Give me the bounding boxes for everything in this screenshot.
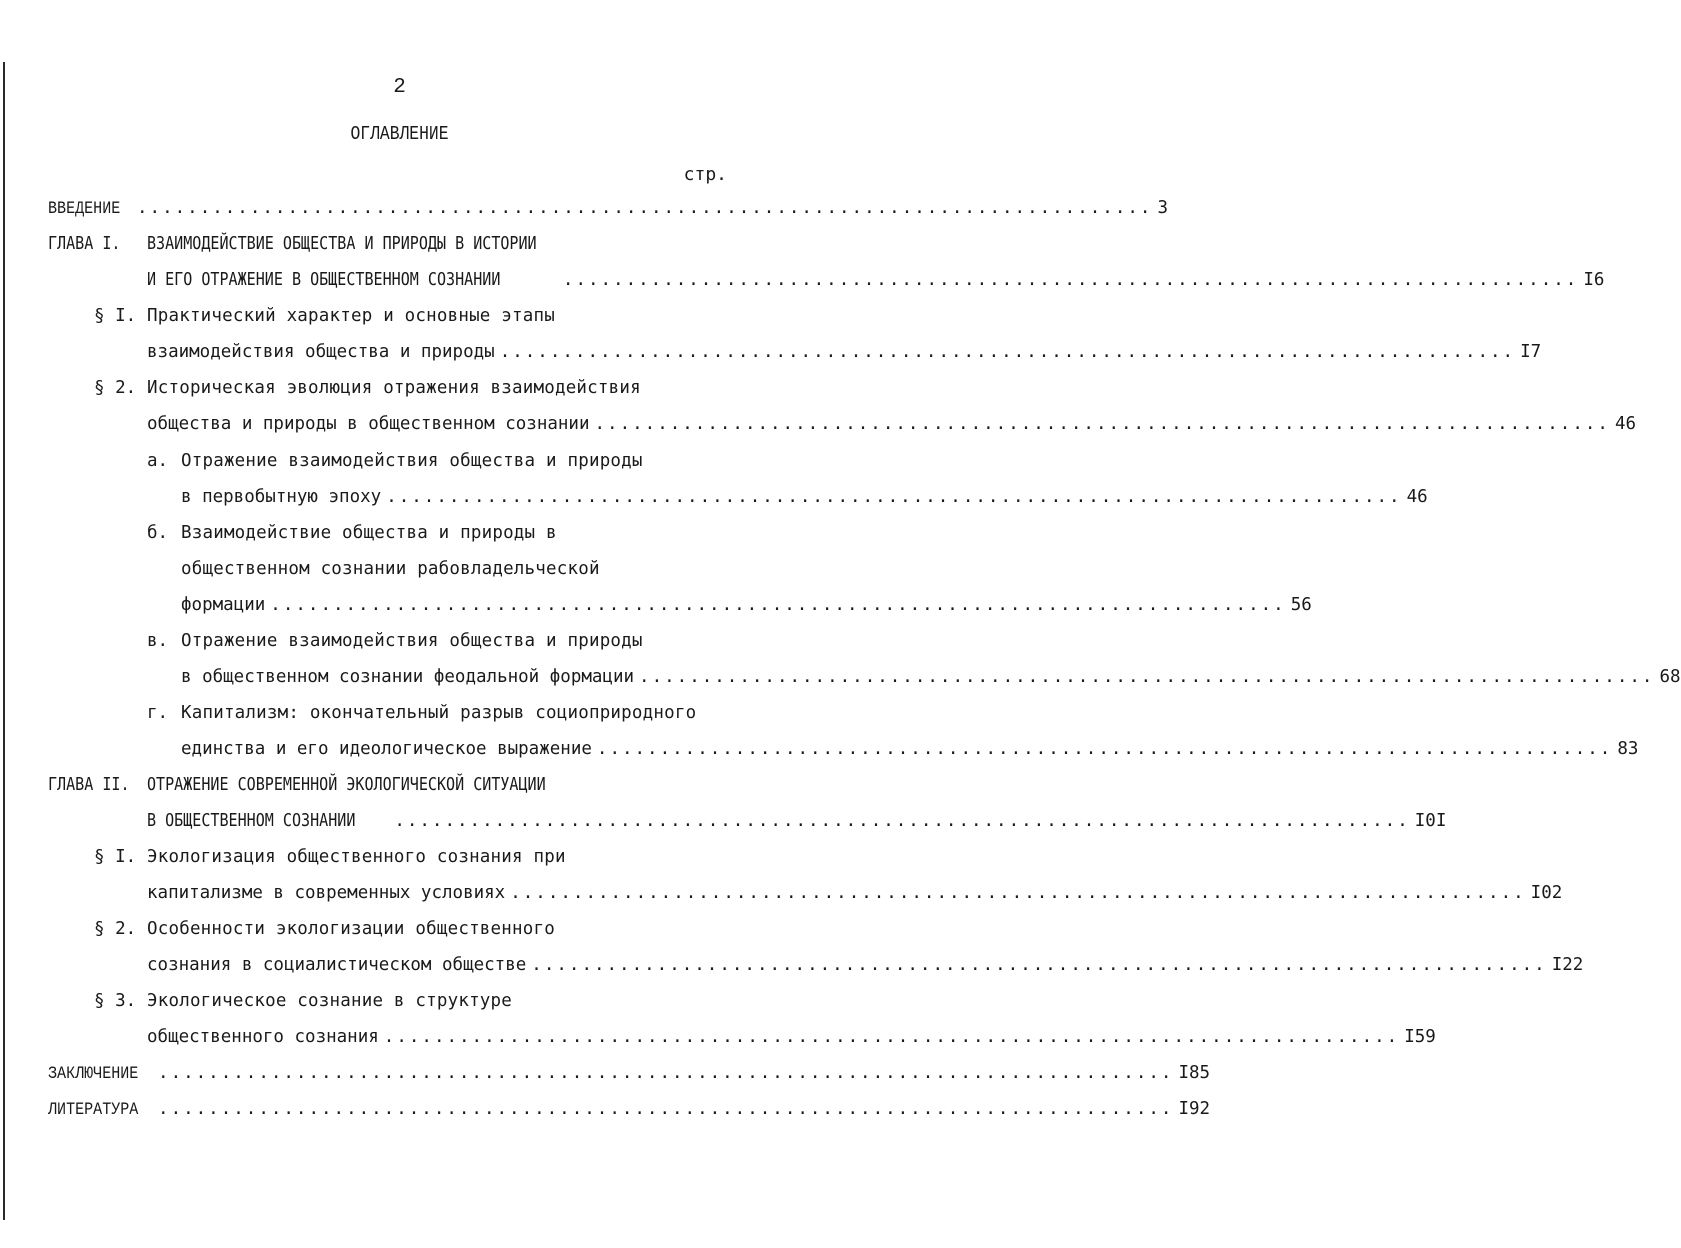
toc-leader-dots: ................................................................................. xyxy=(562,270,1579,290)
toc-page-number: 46 xyxy=(1406,487,1428,507)
toc-page-number: 56 xyxy=(1290,595,1312,615)
toc-subsection-a-label: а. xyxy=(147,451,169,471)
toc-entry-title: И ЕГО ОТРАЖЕНИЕ В ОБЩЕСТВЕННОМ СОЗНАНИИ xyxy=(147,270,501,290)
toc-leader-dots: ................................................................................. xyxy=(383,1027,1400,1047)
toc-entry-title: единства и его идеологическое выражение xyxy=(181,739,592,759)
toc-section-1-1-label: § I. xyxy=(94,306,137,326)
toc-entry-title: ЗАКЛЮЧЕНИЕ xyxy=(48,1064,139,1084)
toc-leader-dots: ................................................................................. xyxy=(270,595,1286,615)
toc-page-number: 46 xyxy=(1614,414,1637,434)
toc-entry-section-1-2[interactable] xyxy=(147,411,1637,437)
toc-entry-section-2-1[interactable] xyxy=(147,880,1563,906)
toc-section-1-2-title-line1[interactable]: Историческая эволюция отражения взаимодействия xyxy=(147,378,641,398)
page-number: 2 xyxy=(393,76,406,99)
toc-leader-dots: ................................................................................. xyxy=(394,811,1410,831)
toc-entry-subsection-a[interactable] xyxy=(181,484,1428,510)
toc-page-number: I02 xyxy=(1530,883,1563,903)
toc-subsection-v-title-line1[interactable]: Отражение взаимодействия общества и природы xyxy=(181,631,643,651)
toc-page-number: 83 xyxy=(1617,739,1639,759)
toc-section-1-2-label: § 2. xyxy=(94,378,137,398)
page-column-label: стр. xyxy=(683,164,727,185)
toc-page-number: I59 xyxy=(1404,1027,1436,1047)
toc-subsection-g-label: г. xyxy=(147,703,169,723)
toc-leader-dots: ................................................................................. xyxy=(137,198,1153,218)
toc-entry-chapter-1[interactable] xyxy=(147,267,1605,293)
toc-chapter-1-title-line1[interactable]: ВЗАИМОДЕЙСТВИЕ ОБЩЕСТВА И ПРИРОДЫ В ИСТОРИИ xyxy=(147,234,537,254)
toc-entry-subsection-b[interactable] xyxy=(181,592,1312,618)
toc-page-number: I92 xyxy=(1178,1099,1211,1119)
toc-subsection-b-title-line2[interactable]: общественном сознании рабовладельческой xyxy=(181,559,600,579)
toc-entry-title: сознания в социалистическом обществе xyxy=(147,955,527,975)
toc-leader-dots: ................................................................................. xyxy=(639,667,1655,687)
toc-page-number: I6 xyxy=(1583,270,1605,290)
toc-entry-section-2-2[interactable] xyxy=(147,952,1584,978)
toc-entry-subsection-g[interactable] xyxy=(181,736,1639,762)
toc-page-number: I0I xyxy=(1414,811,1447,831)
toc-entry-conclusion[interactable] xyxy=(48,1060,1211,1086)
toc-entry-title: в первобытную эпоху xyxy=(181,487,382,507)
toc-section-2-2-title-line1[interactable]: Особенности экологизации общественного xyxy=(147,919,555,939)
toc-leader-dots: ................................................................................. xyxy=(596,739,1613,759)
toc-entry-introduction[interactable] xyxy=(48,195,1168,221)
scan-edge-line xyxy=(3,62,5,1220)
toc-entry-subsection-v[interactable] xyxy=(181,664,1681,690)
toc-section-2-2-label: § 2. xyxy=(94,919,137,939)
toc-leader-dots: ................................................................................. xyxy=(158,1063,1174,1083)
toc-page-number: 3 xyxy=(1157,198,1168,218)
toc-page-number: I85 xyxy=(1178,1063,1211,1083)
toc-leader-dots: ................................................................................. xyxy=(510,883,1526,903)
toc-entry-literature[interactable] xyxy=(48,1096,1211,1122)
toc-entry-title: общественного сознания xyxy=(147,1027,379,1047)
page-title: ОГЛАВЛЕНИЕ xyxy=(350,123,449,145)
toc-leader-dots: ................................................................................. xyxy=(499,342,1516,362)
toc-chapter-1-label: ГЛАВА I. xyxy=(48,234,121,254)
toc-entry-title: взаимодействия общества и природы xyxy=(147,342,495,362)
toc-entry-title: В ОБЩЕСТВЕННОМ СОЗНАНИИ xyxy=(147,811,356,831)
toc-page-number: 68 xyxy=(1659,667,1681,687)
toc-page-number: I7 xyxy=(1520,342,1542,362)
toc-entry-chapter-2[interactable] xyxy=(147,808,1447,834)
toc-section-2-1-label: § I. xyxy=(94,847,137,867)
toc-subsection-g-title-line1[interactable]: Капитализм: окончательный разрыв социоприродного xyxy=(181,703,697,723)
toc-leader-dots: ................................................................................. xyxy=(531,955,1547,975)
toc-entry-title: капитализме в современных условиях xyxy=(147,883,506,903)
toc-section-2-3-label: § 3. xyxy=(94,991,137,1011)
toc-subsection-b-title-line1[interactable]: Взаимодействие общества и природы в xyxy=(181,523,557,543)
toc-entry-title: ВВЕДЕНИЕ xyxy=(48,199,121,219)
toc-entry-section-1-1[interactable] xyxy=(147,339,1542,365)
toc-entry-section-2-3[interactable] xyxy=(147,1024,1436,1050)
toc-entry-title: в общественном сознании феодальной формации xyxy=(181,667,635,687)
toc-section-1-1-title-line1[interactable]: Практический характер и основные этапы xyxy=(147,306,555,326)
toc-section-2-3-title-line1[interactable]: Экологическое сознание в структуре xyxy=(147,991,513,1011)
toc-subsection-a-title-line1[interactable]: Отражение взаимодействия общества и природы xyxy=(181,451,643,471)
toc-chapter-2-title-line1[interactable]: ОТРАЖЕНИЕ СОВРЕМЕННОЙ ЭКОЛОГИЧЕСКОЙ СИТУАЦИИ xyxy=(147,775,546,795)
toc-chapter-2-label: ГЛАВА II. xyxy=(48,775,130,795)
toc-section-2-1-title-line1[interactable]: Экологизация общественного сознания при xyxy=(147,847,566,867)
toc-leader-dots: ................................................................................. xyxy=(386,487,1402,507)
toc-entry-title: формации xyxy=(181,595,266,615)
toc-leader-dots: ................................................................................. xyxy=(158,1099,1174,1119)
toc-leader-dots: ................................................................................. xyxy=(594,414,1610,434)
toc-subsection-v-label: в. xyxy=(147,631,169,651)
toc-subsection-b-label: б. xyxy=(147,523,169,543)
toc-entry-title: общества и природы в общественном сознании xyxy=(147,414,590,434)
toc-entry-title: ЛИТЕРАТУРА xyxy=(48,1100,139,1120)
toc-page-number: I22 xyxy=(1551,955,1584,975)
